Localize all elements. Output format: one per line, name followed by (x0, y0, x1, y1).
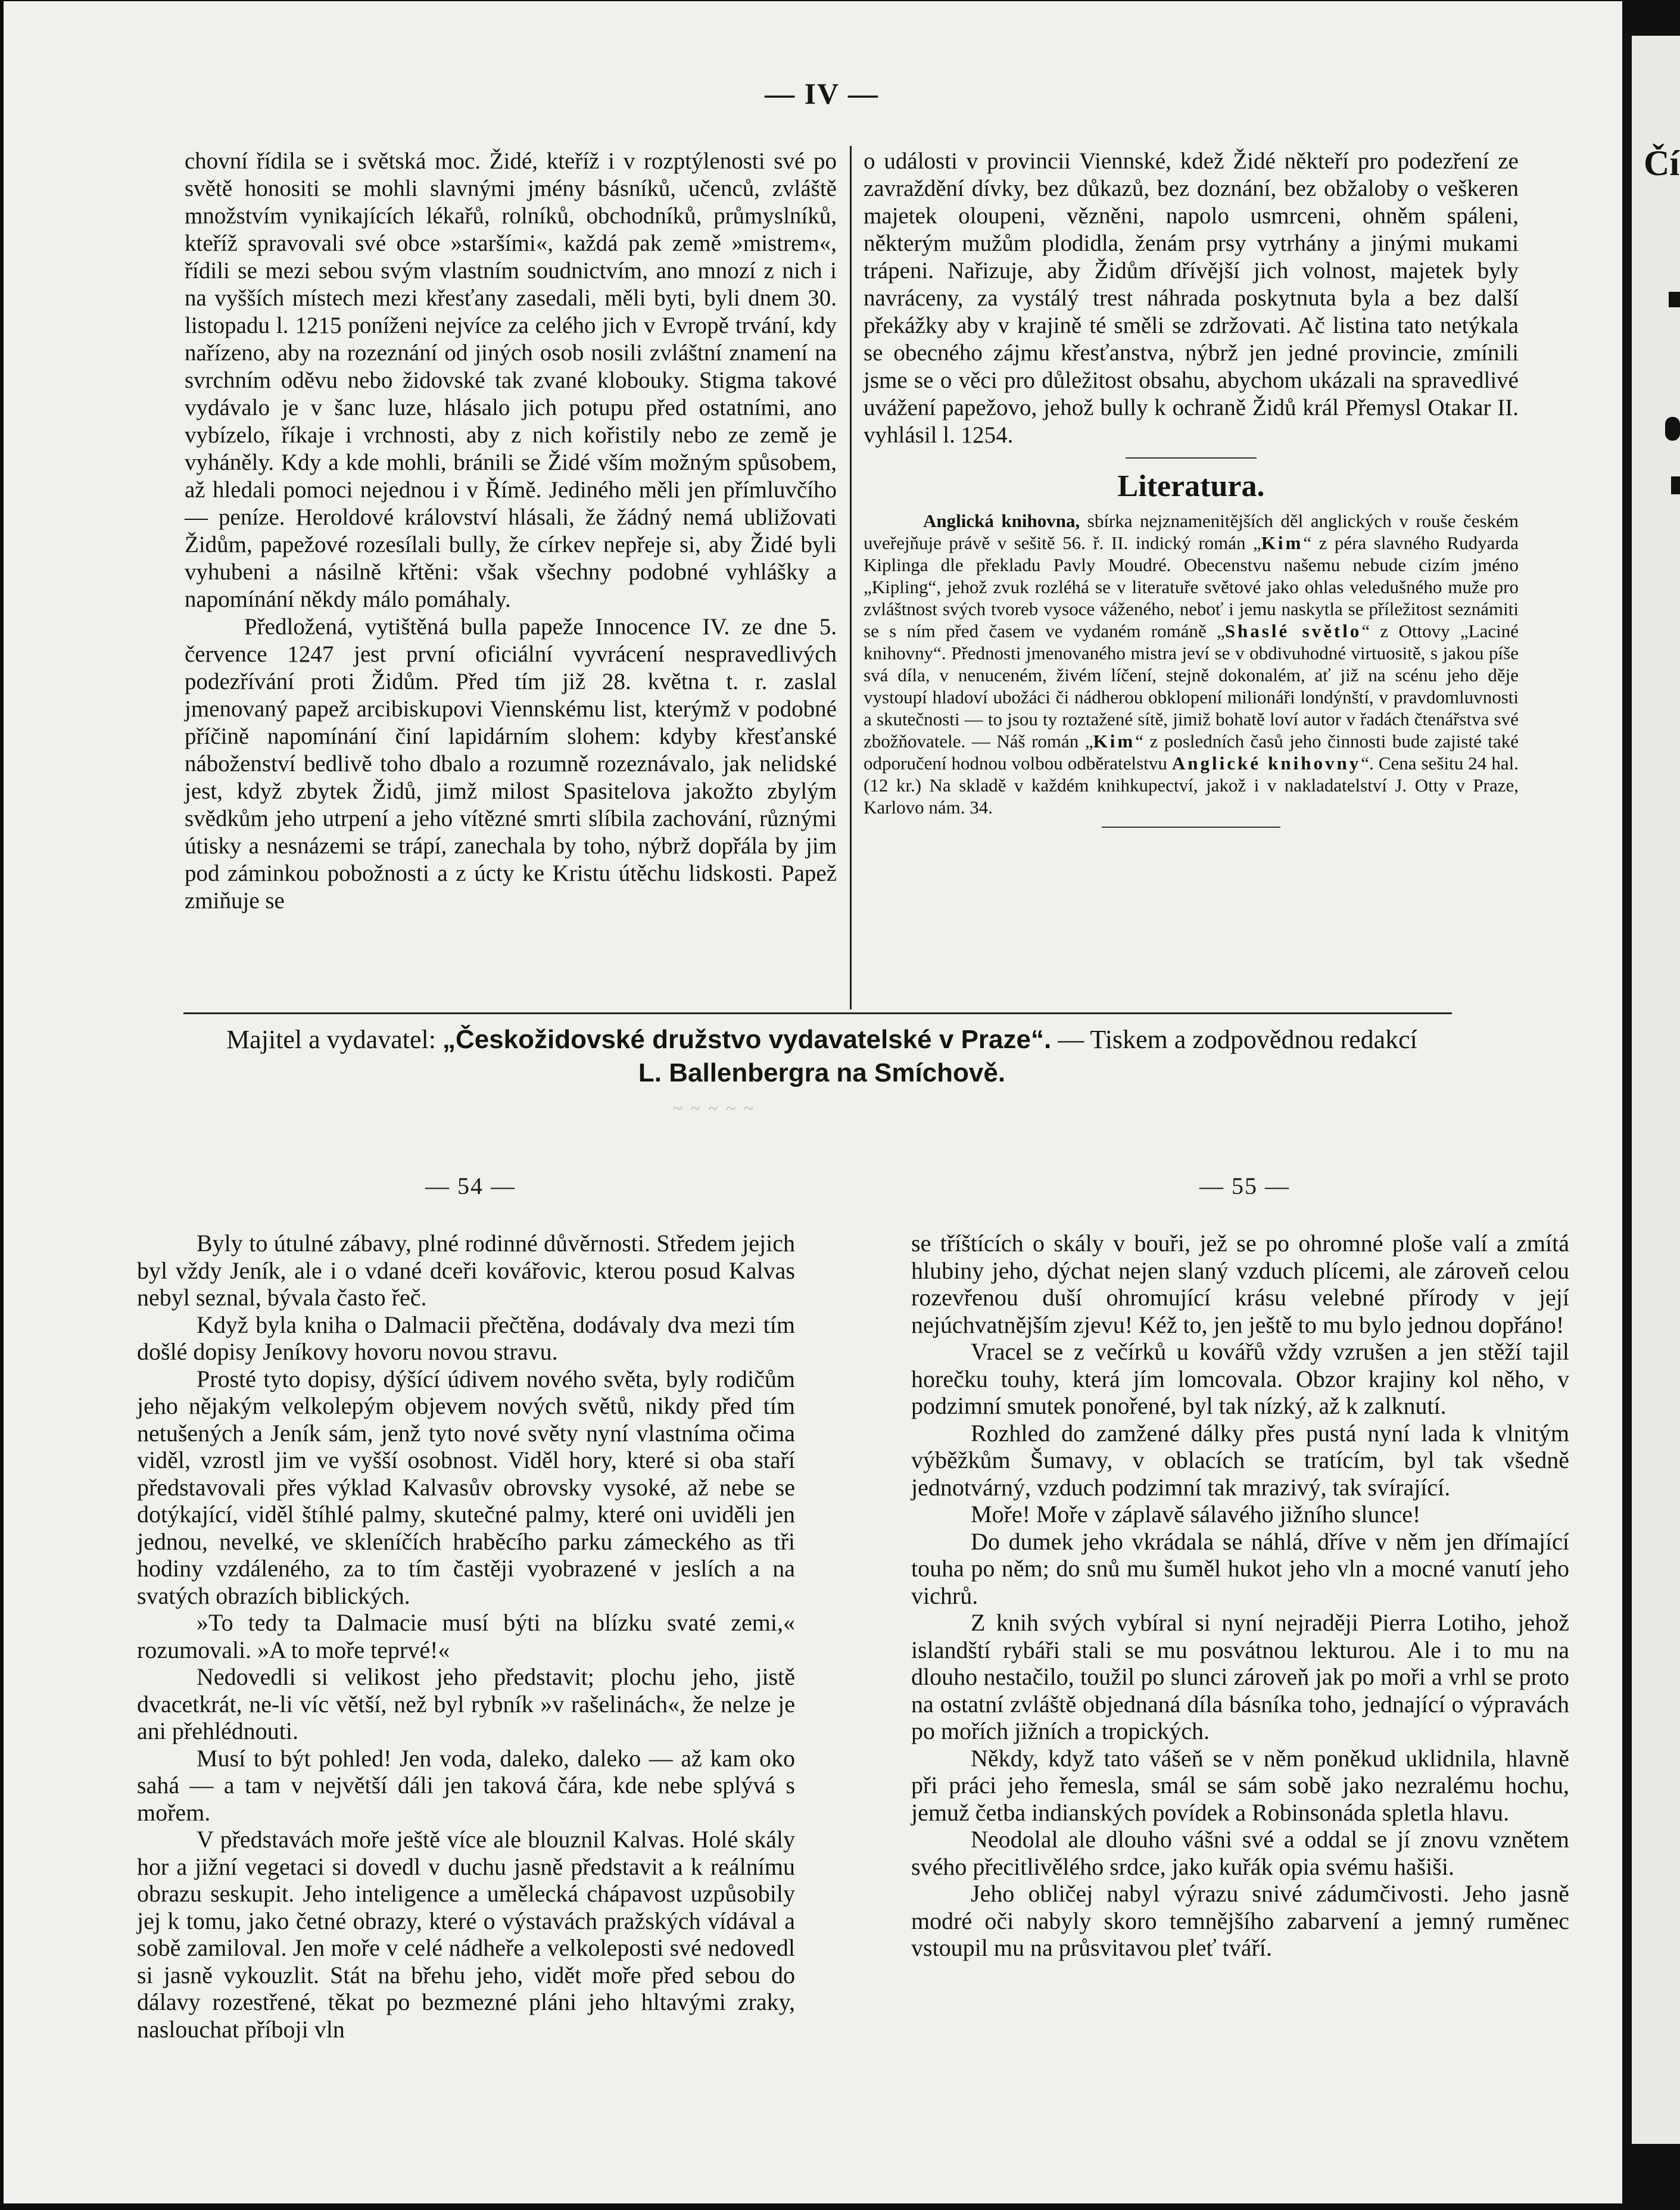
imprint-text: — Tiskem a zodpovědnou redakcí (1051, 1025, 1417, 1054)
notice-title-kim: Kim (1261, 532, 1304, 553)
paragraph: Předložená, vytištěná bulla papeže Innocence IV. ze dne 5. července 1247 jest první oficiální vyvrácení nespravedlivých podezřívání proti Židům. Před tím již 28. května t. r. zaslal jmenovaný papež arcibiskupovi Viennskému list, kterýmž v podobné příčině napomínání činí lapidárním slohem: kdyby křesťanské náboženství bedlivě toho dbalo a rozumně rozeznávalo, jak nelidské jest, když zbytek Židů, jimž milost Spasitelova jakožto zbylým svědkům jeho utrpení a jeho vítězné smrti slíbila zachování, různými útisky a nesnázemi se trápí, zanechala by toho, nýbrž dopřála by jim pod záminkou pobožnosti a z úcty ke Kristu útěchu lidskosti. Papež zmiňuje se (185, 614, 837, 914)
paragraph: Byly to útulné zábavy, plné rodinné důvěrnosti. Středem jejich byl vždy Jeník, ale i o vdané dceři kovářovic, kterou posud Kalvas nebyl seznal, bývala často řeč. (137, 1230, 795, 1311)
notice-title-kim: Kim (1093, 731, 1136, 752)
article-column-right (864, 148, 1519, 828)
top-folio: — IV — (765, 77, 879, 110)
imprint-label: Majitel a vydavatel: (226, 1025, 442, 1054)
paragraph: Někdy, když tato vášeň se v něm poněkud uklidnila, hlavně při práci jeho řemesla, smál se sám sobě jako nezralému hochu, jemuž četba indianských povídek a Robinsonáda spletla hlavu. (911, 1744, 1569, 1826)
paragraph: Musí to být pohled! Jen voda, daleko, daleko — až kam oko sahá — a tam v největší dáli jen taková čára, kde nebe splývá s mořem. (137, 1744, 795, 1826)
section-rule (183, 1012, 1452, 1014)
page-54-folio: — 54 — (425, 1173, 516, 1199)
paragraph: Neodolal ale dlouho vášni své a oddal se jí znovu vznětem svého přecitlivělého srdce, jako kuřák opia svému hašiši. (911, 1826, 1569, 1880)
column-rule (850, 146, 852, 1009)
page-55-folio: — 55 — (1199, 1173, 1290, 1199)
short-rule (1102, 827, 1280, 828)
notice-text: “. Cena sešitu 24 hal. (12 kr.) Na skladě v každém knihkupectví, jakož i v nakladatelství J. Otty v Praze, Karlovo nám. 34. (864, 753, 1519, 818)
adjacent-page-margin (1632, 36, 1680, 2144)
page-54-text (137, 1230, 795, 2043)
page-55-text (911, 1230, 1569, 1962)
adjacent-page-fragment: Čí (1644, 144, 1679, 183)
adjacent-page-mark (1669, 292, 1680, 307)
paragraph: »To tedy ta Dalmacie musí býti na blízku svaté zemi,« rozumovali. »A to moře teprvé!« (137, 1609, 795, 1663)
paragraph: Prosté tyto dopisy, dýšící údivem nového světa, byly rodičům jeho nějakým velkolepým objevem nových světů, nikdy před tím netušených a Jeník sám, jenž tyto nové světy nyní vlastníma očima viděl, vzrostl jim ve vyšší osobnost. Viděl hory, které si oba staří představovali přes výklad Kalvasův obrovsky vysoké, až nebe se dotýkající, viděl štíhlé palmy, skutečné palmy, které oni uviděli jen jednou, nevelké, ve skleníčích hraběcího parku zámeckého as tři hodiny vzdáleného, za to tím častěji vyobrazené v jeslích a na svatých obrazích biblických. (137, 1365, 795, 1609)
paragraph: Když byla kniha o Dalmacii přečtěna, dodávaly dva mezi tím došlé dopisy Jeníkovy hovoru novou stravu. (137, 1311, 795, 1365)
short-rule (1126, 457, 1257, 459)
article-column-left (185, 148, 837, 915)
paragraph: V představách moře ještě více ale blouznil Kalvas. Holé skály hor a jižní vegetaci si dovedl v duchu jasně představit a k reálnímu obrazu seskupit. Jeho inteligence a umělecká chápavost uzpůsobily jej k tomu, jako četné obrazy, které o výstavách pražských vídával a sobě zamiloval. Jen moře v celé nádheře a velkoleposti své nedovedl si jasně vykouzlit. Stát na břehu jeho, vidět moře před sebou do dálavy rozestřené, těkat po bezmezné pláni jeho hltavými zraky, naslouchat příboji vln (137, 1826, 795, 2043)
paragraph: o události v provincii Viennské, kdež Židé někteří pro podezření ze zavraždění dívky, bez důkazů, bez doznání, bez obžaloby o veškeren majetek oloupeni, vězněni, napolo usmrceni, ohněm spáleni, některým mužům plodidla, ženám prsy vytrhány a jinými mukami trápeni. Nařizuje, aby Židům dřívější jich volnost, majetek byly navráceny, za vystálý trest náhrada poskytnuta byla a bez další překážky aby v krajině té směli se zdržovati. Ač listina tato netýkala se obecného zájmu křesťanstva, nýbrž jen jedné provincie, zmínili jsme se o věci pro důležitost obsahu, abychom ukázali na spravedlivé uvážení papežovo, jehož bully k ochraně Židů král Přemysl Otakar II. vyhlásil l. 1254. (864, 148, 1519, 448)
faint-stamp: ~ ~ ~ ~ ~ (673, 1099, 756, 1118)
adjacent-page-mark (1665, 417, 1680, 441)
paragraph: Vracel se z večírků u kovářů vždy vzrušen a jen stěží tajil horečku touhy, která jím lomcovala. Obzor krajiny kol něho, v podzimní smutek ponořené, byl tak nízký, až k zalknutí. (911, 1338, 1569, 1419)
paragraph: chovní řídila se i světská moc. Židé, kteříž i v rozptýlenosti své po světě honositi se mohli slavnými jmény básníků, učenců, zvláště množstvím vynikajících lékařů, rolníků, obchodníků, průmyslníků, kteříž spravovali své obce »staršími«, každá pak země »mistrem«, řídili se mezi sebou svým vlastním soudnictvím, ano mnozí z nich i na vyšších místech mezi křesťany zasedali, měli byti, byli dnem 30. listopadu l. 1215 poníženi nejvíce za celého jich v Evropě trvání, kdy nařízeno, aby na rozeznání od jiných osob nosili zvláštní znamení na svrchním oděvu nebo židovské tak zvané klobouky. Stigma takové vydávalo je v šanc luze, hlásalo jich potupu před ostatními, ano vybízelo, říkaje i vrchnosti, aby z nich kořistily nebo ze země je vyháněly. Kdy a kde mohli, bránili se Židé vším možným spůsobem, až hledali pomoci nejednou i v Římě. Jediného měli jen přímluvčího — peníze. Heroldové království hlásali, že žádný nemá ubližovati Židům, papežové rozesílali bully, že církev nepřeje si, aby Židé byli vyhubeni a násilně křtěni: však všechny podobné vyhlášky a napomínání někdy málo pomáhaly. (185, 148, 837, 612)
paragraph: Rozhled do zamžené dálky přes pustá nyní lada k vlnitým výběžkům Šumavy, v oblacích se tratícím, byl tak všedně jednotvárný, vzduch podzimní tak mrazivý, tak svírající. (911, 1419, 1569, 1501)
notice-text: sbírka nejznamenitějších děl anglických v rouše českém uveřejňuje právě v sešitě 56. ř. II. indický román „ (864, 510, 1519, 553)
notice-text: “ z Ottovy „Laciné knihovny“. Přednosti jmenovaného mistra jeví se v obdivuhodné virtuositě, s jakou píše svá díla, v nenuceném, živém líčení, stejně dokonalém, ať již na scénu jeho děje vystoupí hladoví ubožáci či nádherou obklopení milionáři londýnští, v pravdomluvnosti a skutečnosti — to jsou ty roztažené sítě, jimiž bohatě loví autor v řadách čtenářstva své zbožňovatele. — Náš román „ (864, 621, 1519, 752)
adjacent-page-mark (1671, 476, 1680, 494)
paragraph: Do dumek jeho vkrádala se náhlá, dříve v něm jen dřímající touha po něm; do snů mu šuměl hukot jeho vln a mocné vanutí jeho vichrů. (911, 1528, 1569, 1609)
paragraph: se tříštících o skály v bouři, jež se po ohromné ploše valí a zmítá hlubiny jeho, dýchat nejen slaný vzduch plícemi, ale zároveň celou rozevřenou duší ohromující krásu velebné přírody v její nejúchvatnějším zjevu! Kéž to, jen ještě to mu bylo jednou dopřáno! (911, 1230, 1569, 1338)
notice-title-shasle: Shaslé světlo (1224, 621, 1362, 641)
notice-text: “ z péra slavného Rudyarda Kiplinga dle překladu Pavly Moudré. Obecenstvu našemu nebude cizím jméno „Kipling“, jehož zvuk rozléhá se v literatuře světové jako ohlas veledušného muže pro zvláštnost svých tvoreb vysoce váženého, neboť i jemu naskytla se příležitost seznámiti se s ním před časem ve vydaném románě „ (864, 532, 1519, 641)
notice-text: “ z posledních časů jeho činnosti bude zajisté také odporučení hodnou volbou odběratelstvu (864, 731, 1519, 774)
literature-notice (864, 510, 1519, 818)
paragraph: Nedovedli si velikost jeho představit; plochu jeho, jistě dvacetkrát, ne-li víc větší, než byl rybník »v rašelinách«, že nelze je ani přehlédnouti. (137, 1663, 795, 1744)
paragraph: Jeho obličej nabyl výrazu snivé zádumčivosti. Jeho jasně modré oči nabyly skoro temnějšího zabarvení a jemný ruměnec vstoupil mu na průsvitavou pleť tváří. (911, 1880, 1569, 1961)
paragraph: Moře! Moře v záplavě sálavého jižního slunce! (971, 1501, 1421, 1528)
literatura-heading: Literatura. (1117, 469, 1265, 503)
imprint (179, 1023, 1465, 1090)
paragraph: Z knih svých vybíral si nyní nejraději Pierra Lotiho, jehož islandští rybáři stali se mu posvátnou lekturou. Ale i to mu na dlouho nestačilo, toužil po slunci zároveň jak po moři a vrhl se proto na ostatní zvláště objednaná díla básníka toho, jednající o výpravách po mořích jižních a tropických. (911, 1609, 1569, 1744)
notice-title: Anglická knihovna, (923, 510, 1080, 531)
printer-name: L. Ballenbergra na Smíchově. (638, 1058, 1006, 1087)
publisher-name: „Českožidovské družstvo vydavatelské v Praze“. (442, 1025, 1052, 1054)
notice-anglicka-knihovna: Anglické knihovny (1171, 753, 1361, 774)
